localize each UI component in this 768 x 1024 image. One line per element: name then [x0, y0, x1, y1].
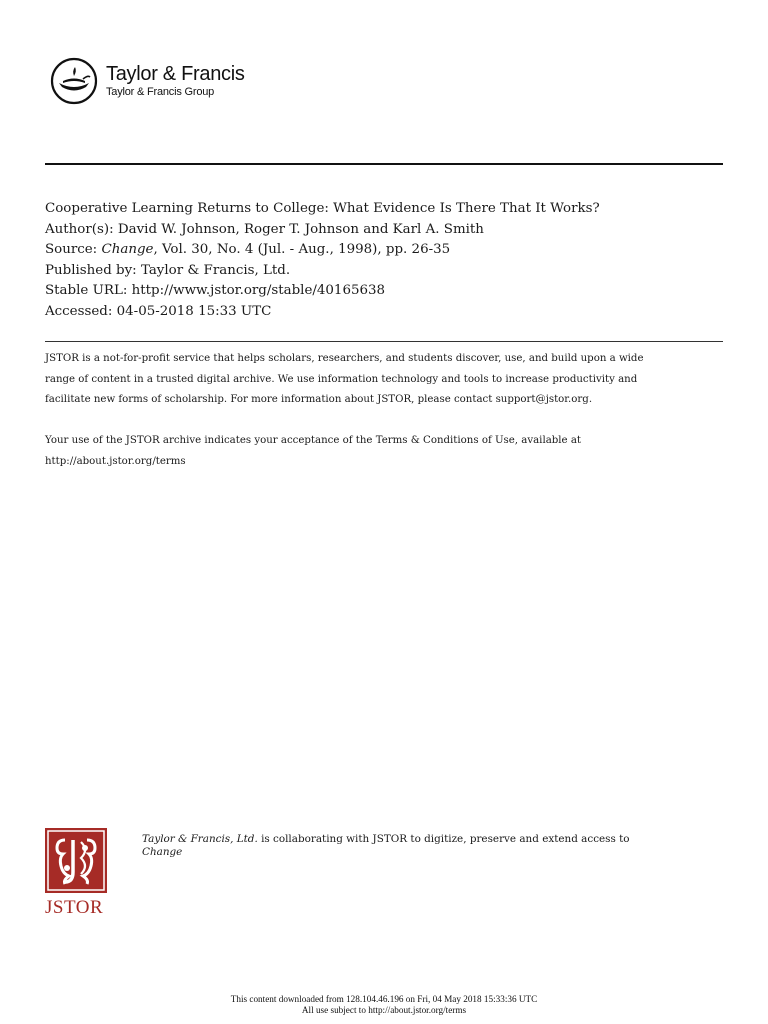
- collaboration-statement: Taylor & Francis, Ltd. is collaborating with JSTOR to digitize, preserve and extend access to Change: [142, 833, 630, 858]
- accessed-line: Accessed: 04-05-2018 15:33 UTC: [45, 303, 272, 319]
- article-title: Cooperative Learning Returns to College: What Evidence Is There That It Works?: [45, 201, 600, 216]
- jstor-wordmark: JSTOR: [45, 897, 104, 918]
- stable-url-line: Stable URL: http://www.jstor.org/stable/40165638: [45, 283, 386, 299]
- terms-link[interactable]: http://about.jstor.org/terms: [45, 455, 186, 467]
- publisher-name: Taylor & Francis: [106, 63, 245, 85]
- citation-block: [45, 199, 725, 323]
- stable-url-link[interactable]: http://www.jstor.org/stable/40165638: [131, 283, 386, 299]
- publisher-logo: [50, 56, 245, 106]
- top-divider: [45, 163, 723, 165]
- jstor-emblem-icon: [45, 828, 107, 893]
- jstor-logo: [45, 828, 107, 919]
- authors-line: Author(s): David W. Johnson, Roger T. Johnson and Karl A. Smith: [45, 221, 484, 237]
- download-footer: This content downloaded from 128.104.46.196 on Fri, 04 May 2018 15:33:36 UTC All use subject to http://about.jstor.org/terms: [230, 994, 538, 1015]
- source-journal: Change: [101, 242, 154, 258]
- publisher-group: Taylor & Francis Group: [106, 86, 215, 98]
- source-line: Source: Change, Vol. 30, No. 4 (Jul. - Aug., 1998), pp. 26-35: [45, 242, 451, 258]
- authors: David W. Johnson, Roger T. Johnson and Karl A. Smith: [117, 221, 484, 237]
- mid-divider: [45, 341, 723, 342]
- publisher-line: Published by: Taylor & Francis, Ltd.: [45, 262, 291, 278]
- jstor-notice: JSTOR is a not-for-profit service that helps scholars, researchers, and students discover, use, and build upon a wide range of content in a trusted digital archive. We use information technology and tools to increase productivity and facilitate new forms of scholarship. For more information about JSTOR, please contact support@jstor.org. Your use of the JSTOR archive indicates your acceptance of the Terms & Conditions of Use, available at http://about.jstor.org/terms: [45, 349, 725, 473]
- publisher-lamp-icon: [50, 57, 98, 105]
